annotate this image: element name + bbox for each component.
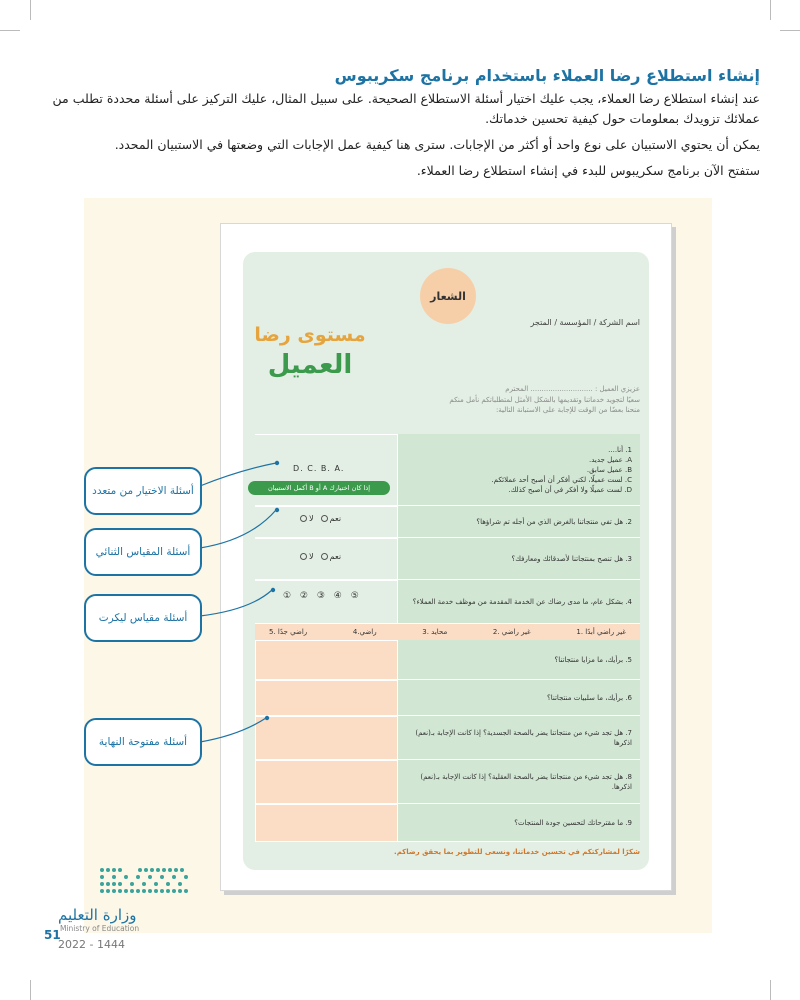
question-text: 2. هل تفي منتجاتنا بالغرض الذي من أجله تم شراؤها؟: [476, 517, 632, 526]
connector-dot: [275, 461, 279, 465]
connector-line: [200, 463, 276, 486]
thanks-text: شكرًا لمشاركتكم في تحسين خدماتنا، ونسعى للتطوير بما يحقق رضاكم.: [394, 848, 640, 856]
question-title: 1. أنا....: [608, 445, 632, 454]
ministry-logo-icon: [58, 862, 198, 906]
yes-label: نعم: [329, 514, 342, 523]
logo-placeholder: الشعار: [420, 268, 476, 324]
option-d: D. لست عميلًا ولا أفكر في أن أصبح كذلك.: [508, 485, 632, 494]
connector-dot: [265, 716, 269, 720]
edition-year: 2022 - 1444: [58, 938, 125, 951]
connector-line: [200, 510, 276, 548]
intro-paragraph: يمكن أن يحتوي الاستبيان على نوع واحد أو أكثر من الإجابات. سترى هنا كيفية عمل الإجابات التي وضعتها في الاستبيان المحدد.: [114, 137, 760, 152]
likert-scale-options[interactable]: ① ② ③ ④ ⑤: [283, 591, 362, 601]
intro-paragraph: ستفتح الآن برنامج سكريبوس للبدء في إنشاء استطلاع رضا العملاء.: [416, 163, 760, 178]
question-text: 9. ما مقترحاتك لتحسين جودة المنتجات؟: [514, 818, 632, 827]
survey-title-line1: مستوى رضا: [254, 324, 366, 346]
question-text: 4. بشكل عام، ما مدى رضاك عن الخدمة المقدمة من موظف خدمة العملاء؟: [412, 597, 632, 606]
yes-label: نعم: [329, 552, 342, 561]
question-text: 3. هل تنصح بمنتجاتنا لأصدقائك ومعارفك؟: [511, 554, 632, 563]
callout-multiple-choice: أسئلة الاختيار من متعدد: [84, 467, 202, 515]
greeting-line: سعيًا لتجويد خدماتنا وتقديمها بالشكل الأمثل لمتطلباتكم نأمل منكم: [449, 395, 640, 404]
question-text: 6. برأيك، ما سلبيات منتجاتنا؟: [546, 693, 632, 702]
ministry-name-ar: وزارة التعليم: [58, 906, 137, 924]
scale-label: 1. غير راضي أبدًا: [576, 628, 626, 636]
multiple-choice-options[interactable]: D. C. B. A.: [293, 464, 345, 473]
option-c: C. لست عميلًا، لكني أفكر أن أصبح أحد عملائكم.: [491, 475, 632, 484]
intro-paragraph: عند إنشاء استطلاع رضا العملاء، يجب عليك اختيار أسئلة الاستطلاع الصحيحة. على سبيل المثال، عليك التركيز على أسئلة محددة تطلب من عملائك تزويدك بمعلومات حول كيفية تحسين خدماتك.: [52, 91, 760, 126]
no-label: لا: [309, 552, 314, 561]
question-text: 5. برأيك، ما مزايا منتجاتنا؟: [554, 655, 632, 664]
no-label: لا: [309, 514, 314, 523]
connector-dot: [271, 588, 275, 592]
question-text: 8. هل تجد شيء من منتجاتنا يضر بالصحة العقلية؟ إذا كانت الإجابة بـ(نعم) اذكرها.: [420, 772, 632, 791]
callout-likert-scale: أسئلة مقياس ليكرت: [84, 594, 202, 642]
connector-dot: [275, 508, 279, 512]
scale-label: 4.راضي: [352, 628, 377, 636]
company-name: اسم الشركة / المؤسسة / المتجر: [530, 318, 640, 327]
greeting-line: منحنا بعضًا من الوقت للإجابة على الاستبانة التالية:: [495, 406, 640, 414]
survey-title-line2: العميل: [267, 350, 353, 380]
scale-label: 3. محايد: [422, 628, 448, 636]
scale-label: 2. غير راضي: [492, 628, 531, 636]
ministry-name-en: Ministry of Education: [60, 924, 140, 933]
connector-line: [200, 590, 272, 616]
option-a: A. عميل جديد.: [589, 455, 632, 464]
greeting-line: عزيزي العميل : ............................ المحترم: [505, 385, 640, 393]
scale-label: 5. راضي جدًا: [269, 628, 308, 636]
section-heading: إنشاء استطلاع رضا العملاء باستخدام برنامج سكريبوس: [334, 66, 760, 85]
connector-line: [200, 718, 266, 742]
callout-open-ended: أسئلة مفتوحة النهاية: [84, 718, 202, 766]
option-b: B. عميل سابق.: [586, 465, 632, 474]
question-text: 7. هل تجد شيء من منتجاتنا يضر بالصحة الجسدية؟ إذا كانت الإجابة بـ(نعم) اذكرها: [415, 728, 632, 747]
page-number: 51: [44, 928, 61, 942]
callout-binary-scale: أسئلة المقياس الثنائي: [84, 528, 202, 576]
instruction-pill: إذا كان اختيارك A أو B أكمل الاستبيان: [248, 481, 390, 495]
